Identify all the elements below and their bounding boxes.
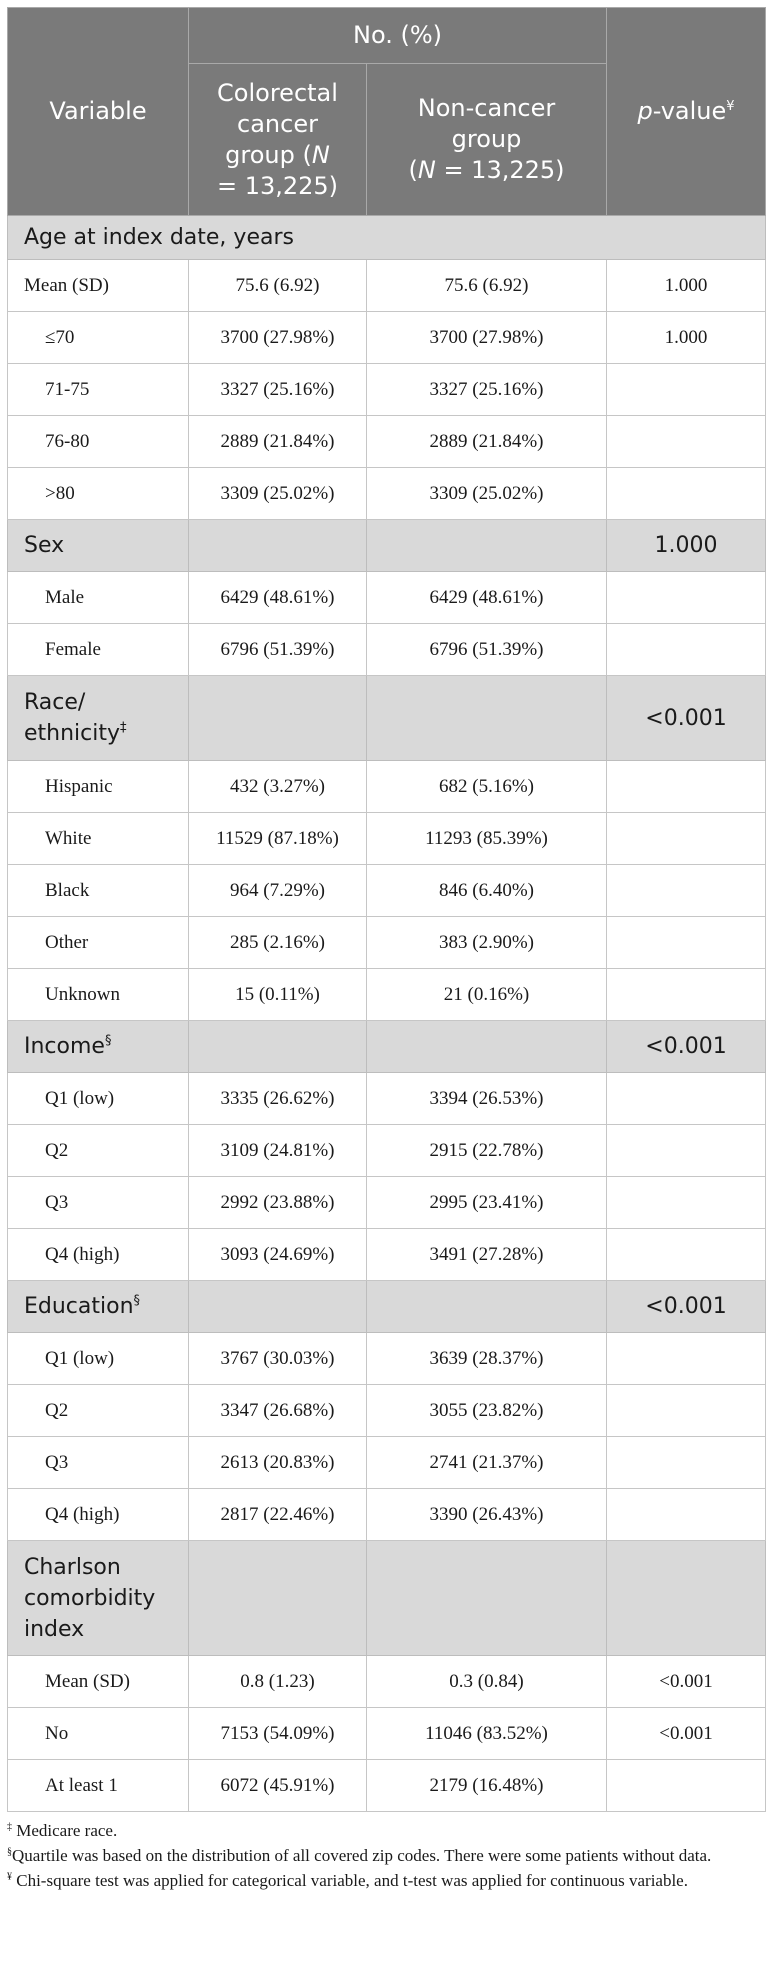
cell-non: 2995 (23.41%)	[367, 1177, 607, 1229]
cell-crc: 2889 (21.84%)	[189, 416, 367, 468]
cell-non: 3327 (25.16%)	[367, 364, 607, 416]
table-row	[8, 1125, 766, 1177]
row-label: At least 1	[8, 1760, 189, 1812]
cell-p: <0.001	[607, 1708, 766, 1760]
cell-crc: 7153 (54.09%)	[189, 1708, 367, 1760]
row-label: Male	[8, 572, 189, 624]
cell-p	[607, 1489, 766, 1541]
cell-crc: 3767 (30.03%)	[189, 1333, 367, 1385]
footnote-tests: ¥ Chi-square test was applied for categorical variable, and t-test was applied for continuous variable.	[7, 1871, 688, 1890]
row-label: Q2	[8, 1385, 189, 1437]
cell-non: 3390 (26.43%)	[367, 1489, 607, 1541]
cell-crc: 3347 (26.68%)	[189, 1385, 367, 1437]
table-row	[8, 1177, 766, 1229]
cell-p	[607, 813, 766, 865]
table-row	[8, 865, 766, 917]
section-p-value: 1.000	[607, 520, 766, 572]
cell-crc: 15 (0.11%)	[189, 969, 367, 1021]
row-label: ≤70	[8, 312, 189, 364]
cell-non: 682 (5.16%)	[367, 761, 607, 813]
row-label: Q4 (high)	[8, 1489, 189, 1541]
row-label: 71-75	[8, 364, 189, 416]
cell-non: 3639 (28.37%)	[367, 1333, 607, 1385]
section-title: Sex	[8, 520, 189, 572]
row-label: Black	[8, 865, 189, 917]
row-label: Other	[8, 917, 189, 969]
section-row-income	[8, 1021, 766, 1073]
row-label: Q1 (low)	[8, 1333, 189, 1385]
table-row	[8, 364, 766, 416]
table-row	[8, 260, 766, 312]
row-label: 76-80	[8, 416, 189, 468]
table-row	[8, 1760, 766, 1812]
cell-p	[607, 364, 766, 416]
baseline-characteristics-table	[7, 7, 766, 1812]
table-row	[8, 1708, 766, 1760]
section-title: Race/ ethnicity‡	[8, 676, 189, 761]
header-p-value: p-value¥	[607, 8, 766, 216]
header-no-percent: No. (%)	[189, 8, 607, 64]
table-row	[8, 1437, 766, 1489]
cell-non: 846 (6.40%)	[367, 865, 607, 917]
cell-non: 11046 (83.52%)	[367, 1708, 607, 1760]
cell-p	[607, 969, 766, 1021]
cell-non: 3309 (25.02%)	[367, 468, 607, 520]
cell-p	[607, 917, 766, 969]
cell-crc: 285 (2.16%)	[189, 917, 367, 969]
cell-non: 383 (2.90%)	[367, 917, 607, 969]
cell-crc: 2817 (22.46%)	[189, 1489, 367, 1541]
table-footnotes	[7, 1818, 765, 1893]
cell-non: 2179 (16.48%)	[367, 1760, 607, 1812]
cell-p	[607, 1177, 766, 1229]
table-row	[8, 813, 766, 865]
section-p-value: <0.001	[607, 1281, 766, 1333]
cell-p	[607, 1125, 766, 1177]
cell-non: 2889 (21.84%)	[367, 416, 607, 468]
section-p-value: <0.001	[607, 1021, 766, 1073]
cell-crc: 11529 (87.18%)	[189, 813, 367, 865]
cell-p	[607, 468, 766, 520]
row-label: Mean (SD)	[8, 1656, 189, 1708]
cell-non: 2915 (22.78%)	[367, 1125, 607, 1177]
cell-p: 1.000	[607, 312, 766, 364]
table-container	[7, 7, 765, 1893]
cell-p	[607, 761, 766, 813]
cell-p	[607, 416, 766, 468]
row-label: White	[8, 813, 189, 865]
table-row	[8, 468, 766, 520]
row-label: Female	[8, 624, 189, 676]
row-label: Hispanic	[8, 761, 189, 813]
section-p-value	[607, 1541, 766, 1656]
cell-p	[607, 1073, 766, 1125]
cell-non: 3394 (26.53%)	[367, 1073, 607, 1125]
header-colorectal-cancer-group: Colorectal cancer group (N = 13,225)	[189, 64, 367, 216]
footnote-quartile: §Quartile was based on the distribution of all covered zip codes. There were some patients without data.	[7, 1846, 712, 1865]
cell-p: 1.000	[607, 260, 766, 312]
cell-p	[607, 1229, 766, 1281]
section-title: Age at index date, years	[8, 216, 766, 260]
row-label: No	[8, 1708, 189, 1760]
section-title: Charlson comorbidity index	[8, 1541, 189, 1656]
table-row	[8, 1229, 766, 1281]
row-label: >80	[8, 468, 189, 520]
cell-p	[607, 865, 766, 917]
table-row	[8, 761, 766, 813]
cell-crc: 964 (7.29%)	[189, 865, 367, 917]
cell-non: 3700 (27.98%)	[367, 312, 607, 364]
row-label: Unknown	[8, 969, 189, 1021]
cell-non: 2741 (21.37%)	[367, 1437, 607, 1489]
cell-non: 6796 (51.39%)	[367, 624, 607, 676]
footnote-race: ‡ Medicare race.	[7, 1821, 118, 1840]
row-label: Q4 (high)	[8, 1229, 189, 1281]
cell-non: 3491 (27.28%)	[367, 1229, 607, 1281]
table-row	[8, 1333, 766, 1385]
cell-crc: 432 (3.27%)	[189, 761, 367, 813]
header-non-cancer-group: Non-cancer group (N = 13,225)	[367, 64, 607, 216]
section-p-value: <0.001	[607, 676, 766, 761]
cell-p	[607, 624, 766, 676]
cell-p	[607, 1385, 766, 1437]
cell-crc: 3093 (24.69%)	[189, 1229, 367, 1281]
cell-non: 75.6 (6.92)	[367, 260, 607, 312]
table-row	[8, 1385, 766, 1437]
table-row	[8, 1656, 766, 1708]
cell-non: 6429 (48.61%)	[367, 572, 607, 624]
section-row-race	[8, 676, 766, 761]
cell-p	[607, 1760, 766, 1812]
section-title: Education§	[8, 1281, 189, 1333]
cell-crc: 2992 (23.88%)	[189, 1177, 367, 1229]
table-row	[8, 917, 766, 969]
table-row	[8, 969, 766, 1021]
table-row	[8, 312, 766, 364]
cell-crc: 75.6 (6.92)	[189, 260, 367, 312]
row-label: Q3	[8, 1437, 189, 1489]
section-row-education	[8, 1281, 766, 1333]
cell-non: 21 (0.16%)	[367, 969, 607, 1021]
row-label: Mean (SD)	[8, 260, 189, 312]
row-label: Q3	[8, 1177, 189, 1229]
cell-p: <0.001	[607, 1656, 766, 1708]
cell-crc: 6796 (51.39%)	[189, 624, 367, 676]
header-variable: Variable	[8, 8, 189, 216]
cell-crc: 0.8 (1.23)	[189, 1656, 367, 1708]
table-row	[8, 1073, 766, 1125]
cell-p	[607, 572, 766, 624]
section-title: Income§	[8, 1021, 189, 1073]
row-label: Q1 (low)	[8, 1073, 189, 1125]
table-row	[8, 416, 766, 468]
cell-crc: 6072 (45.91%)	[189, 1760, 367, 1812]
cell-non: 3055 (23.82%)	[367, 1385, 607, 1437]
section-row-charlson	[8, 1541, 766, 1656]
cell-non: 0.3 (0.84)	[367, 1656, 607, 1708]
cell-crc: 6429 (48.61%)	[189, 572, 367, 624]
section-row-sex	[8, 520, 766, 572]
cell-crc: 3700 (27.98%)	[189, 312, 367, 364]
section-row-age	[8, 216, 766, 260]
cell-crc: 3309 (25.02%)	[189, 468, 367, 520]
table-row	[8, 1489, 766, 1541]
cell-crc: 3327 (25.16%)	[189, 364, 367, 416]
table-row	[8, 572, 766, 624]
cell-crc: 3335 (26.62%)	[189, 1073, 367, 1125]
row-label: Q2	[8, 1125, 189, 1177]
cell-p	[607, 1437, 766, 1489]
cell-crc: 3109 (24.81%)	[189, 1125, 367, 1177]
table-row	[8, 624, 766, 676]
cell-p	[607, 1333, 766, 1385]
cell-crc: 2613 (20.83%)	[189, 1437, 367, 1489]
cell-non: 11293 (85.39%)	[367, 813, 607, 865]
